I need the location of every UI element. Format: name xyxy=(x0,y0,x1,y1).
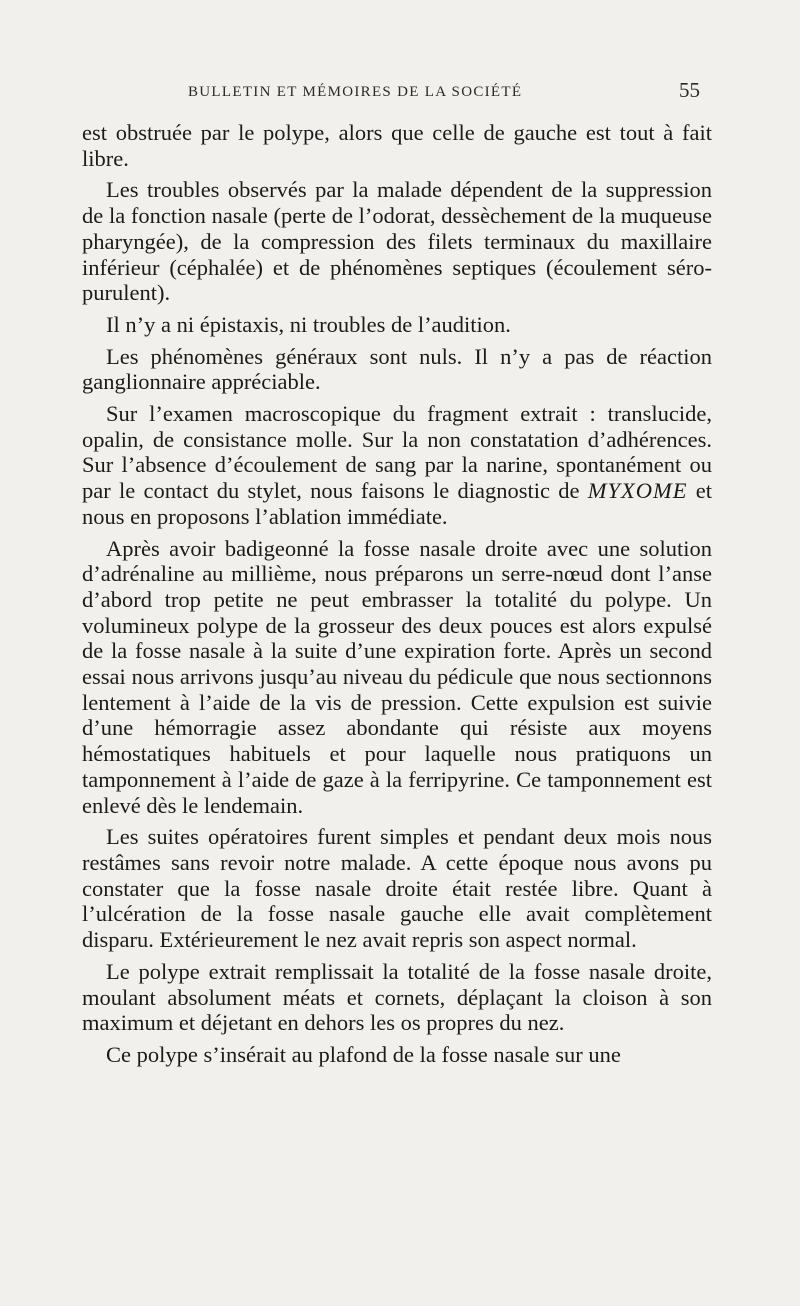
paragraph-text: Sur l’examen macroscopique du fragment extrait : translucide, opalin, de consistance molle. Sur la non constatation d’adhérences. Sur l’absence d’écoulement de sang par la narine, spontanément ou par le contact du stylet, nous faisons le diagnostic de xyxy=(82,401,712,504)
paragraph: est obstruée par le polype, alors que celle de gauche est tout à fait libre. xyxy=(82,120,712,171)
paragraph xyxy=(82,401,712,530)
paragraph: Les suites opératoires furent simples et pendant deux mois nous restâmes sans revoir notre malade. A cette époque nous avons pu constater que la fosse nasale droite était restée libre. Quant à l’ulcération de la fosse nasale gauche elle avait complètement disparu. Extérieurement le nez avait repris son aspect normal. xyxy=(82,824,712,953)
paragraph: Ce polype s’insérait au plafond de la fosse nasale sur une xyxy=(106,1041,621,1067)
paragraph: Les phénomènes généraux sont nuls. Il n’y a pas de réaction ganglionnaire appréciable. xyxy=(82,343,712,395)
body-text xyxy=(82,120,712,1068)
page-number: 55 xyxy=(679,78,700,102)
paragraph-text: et nous en proposons l’ablation immédiate. xyxy=(82,478,712,529)
diagnosis-emphasis: MYXOME xyxy=(587,478,688,504)
running-head: BULLETIN ET MÉMOIRES DE LA SOCIÉTÉ xyxy=(188,84,523,100)
paragraph: Les troubles observés par la malade dépendent de la suppression de la fonction nasale (perte de l’odorat, dessèchement de la muqueuse pharyngée), de la compression des filets terminaux du maxillaire inférieur (céphalée) et de phénomènes septiques (écoulement séro-purulent). xyxy=(82,177,712,306)
paragraph: Le polype extrait remplissait la totalité de la fosse nasale droite, moulant absolument méats et cornets, déplaçant la cloison à son maximum et déjetant en dehors les os propres du nez. xyxy=(82,958,712,1036)
paragraph: Il n’y a ni épistaxis, ni troubles de l’audition. xyxy=(106,311,511,337)
paragraph: Après avoir badigeonné la fosse nasale droite avec une solution d’adrénaline au millième, nous préparons un serre-nœud dont l’anse d’abord trop petite ne peut embrasser la totalité du polype. Un volumineux polype de la grosseur des deux pouces est alors expulsé de la fosse nasale à la suite d’une expiration forte. Après un second essai nous arrivons jusqu’au niveau du pédicule que nous sectionnons lentement à l’aide de la vis de pression. Cette expulsion est suivie d’une hémorragie assez abondante qui résiste aux moyens hémostatiques habituels et pour laquelle nous pratiquons un tamponnement à l’aide de gaze à la ferripyrine. Ce tamponnement est enlevé dès le lendemain. xyxy=(82,535,712,818)
